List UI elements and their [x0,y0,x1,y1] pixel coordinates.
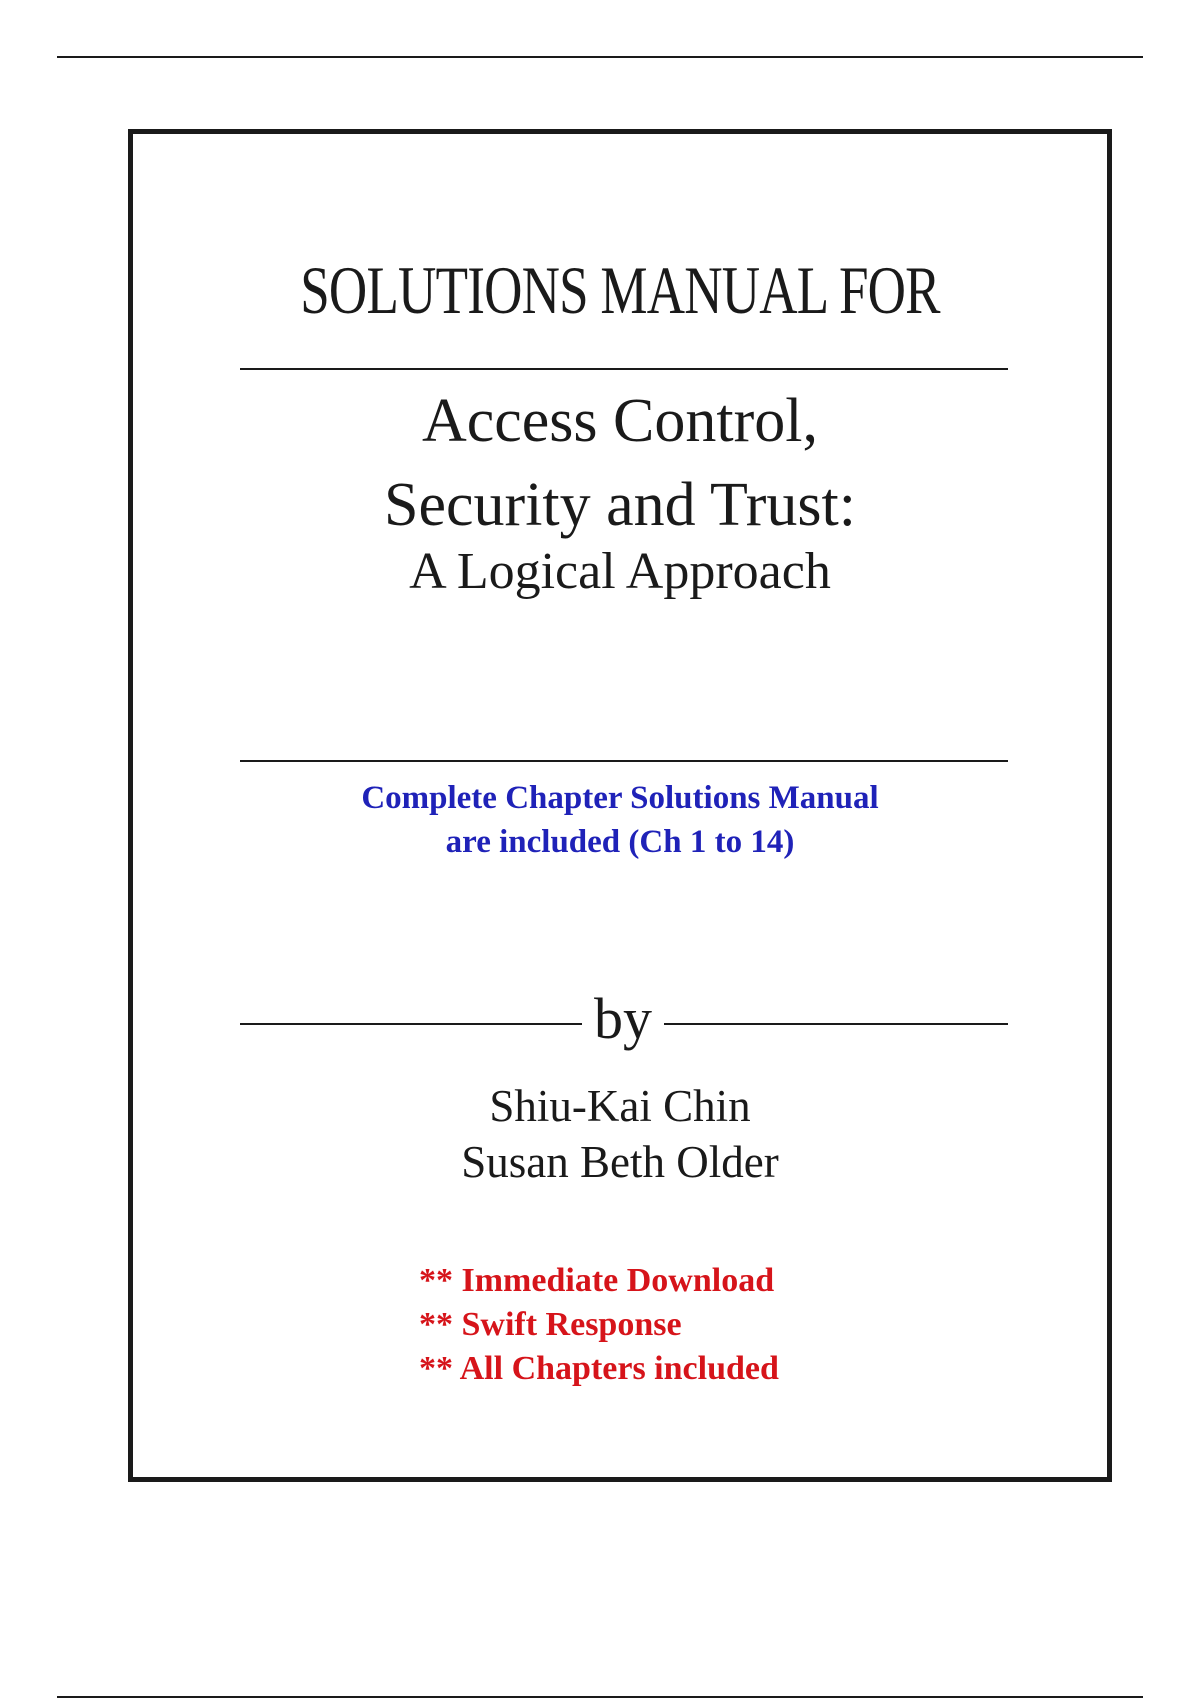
cover-heading: SOLUTIONS MANUAL FOR [300,252,940,328]
heading-divider [240,368,1008,370]
by-label: by [594,986,652,1051]
feature-item: ** All Chapters included [419,1350,779,1387]
author-name: Susan Beth Older [461,1137,779,1187]
cover-content [133,134,1107,1477]
page-top-rule [57,56,1143,58]
by-rule-right [664,1023,1008,1025]
book-subtitle: A Logical Approach [409,543,831,600]
feature-list [419,1259,779,1391]
title-divider [240,760,1008,762]
solutions-note-line-1: Complete Chapter Solutions Manual [361,780,879,816]
book-title-line-1: Access Control, [421,387,819,455]
solutions-note-line-2: are included (Ch 1 to 14) [445,824,795,860]
book-title-line-2: Security and Trust: [384,471,856,539]
by-divider [240,986,1008,1051]
page-bottom-rule [57,1696,1143,1698]
cover-frame [128,129,1112,1482]
by-rule-left [240,1023,582,1025]
author-name: Shiu-Kai Chin [489,1081,751,1131]
feature-item: ** Immediate Download [419,1262,775,1299]
feature-item: ** Swift Response [419,1306,682,1343]
